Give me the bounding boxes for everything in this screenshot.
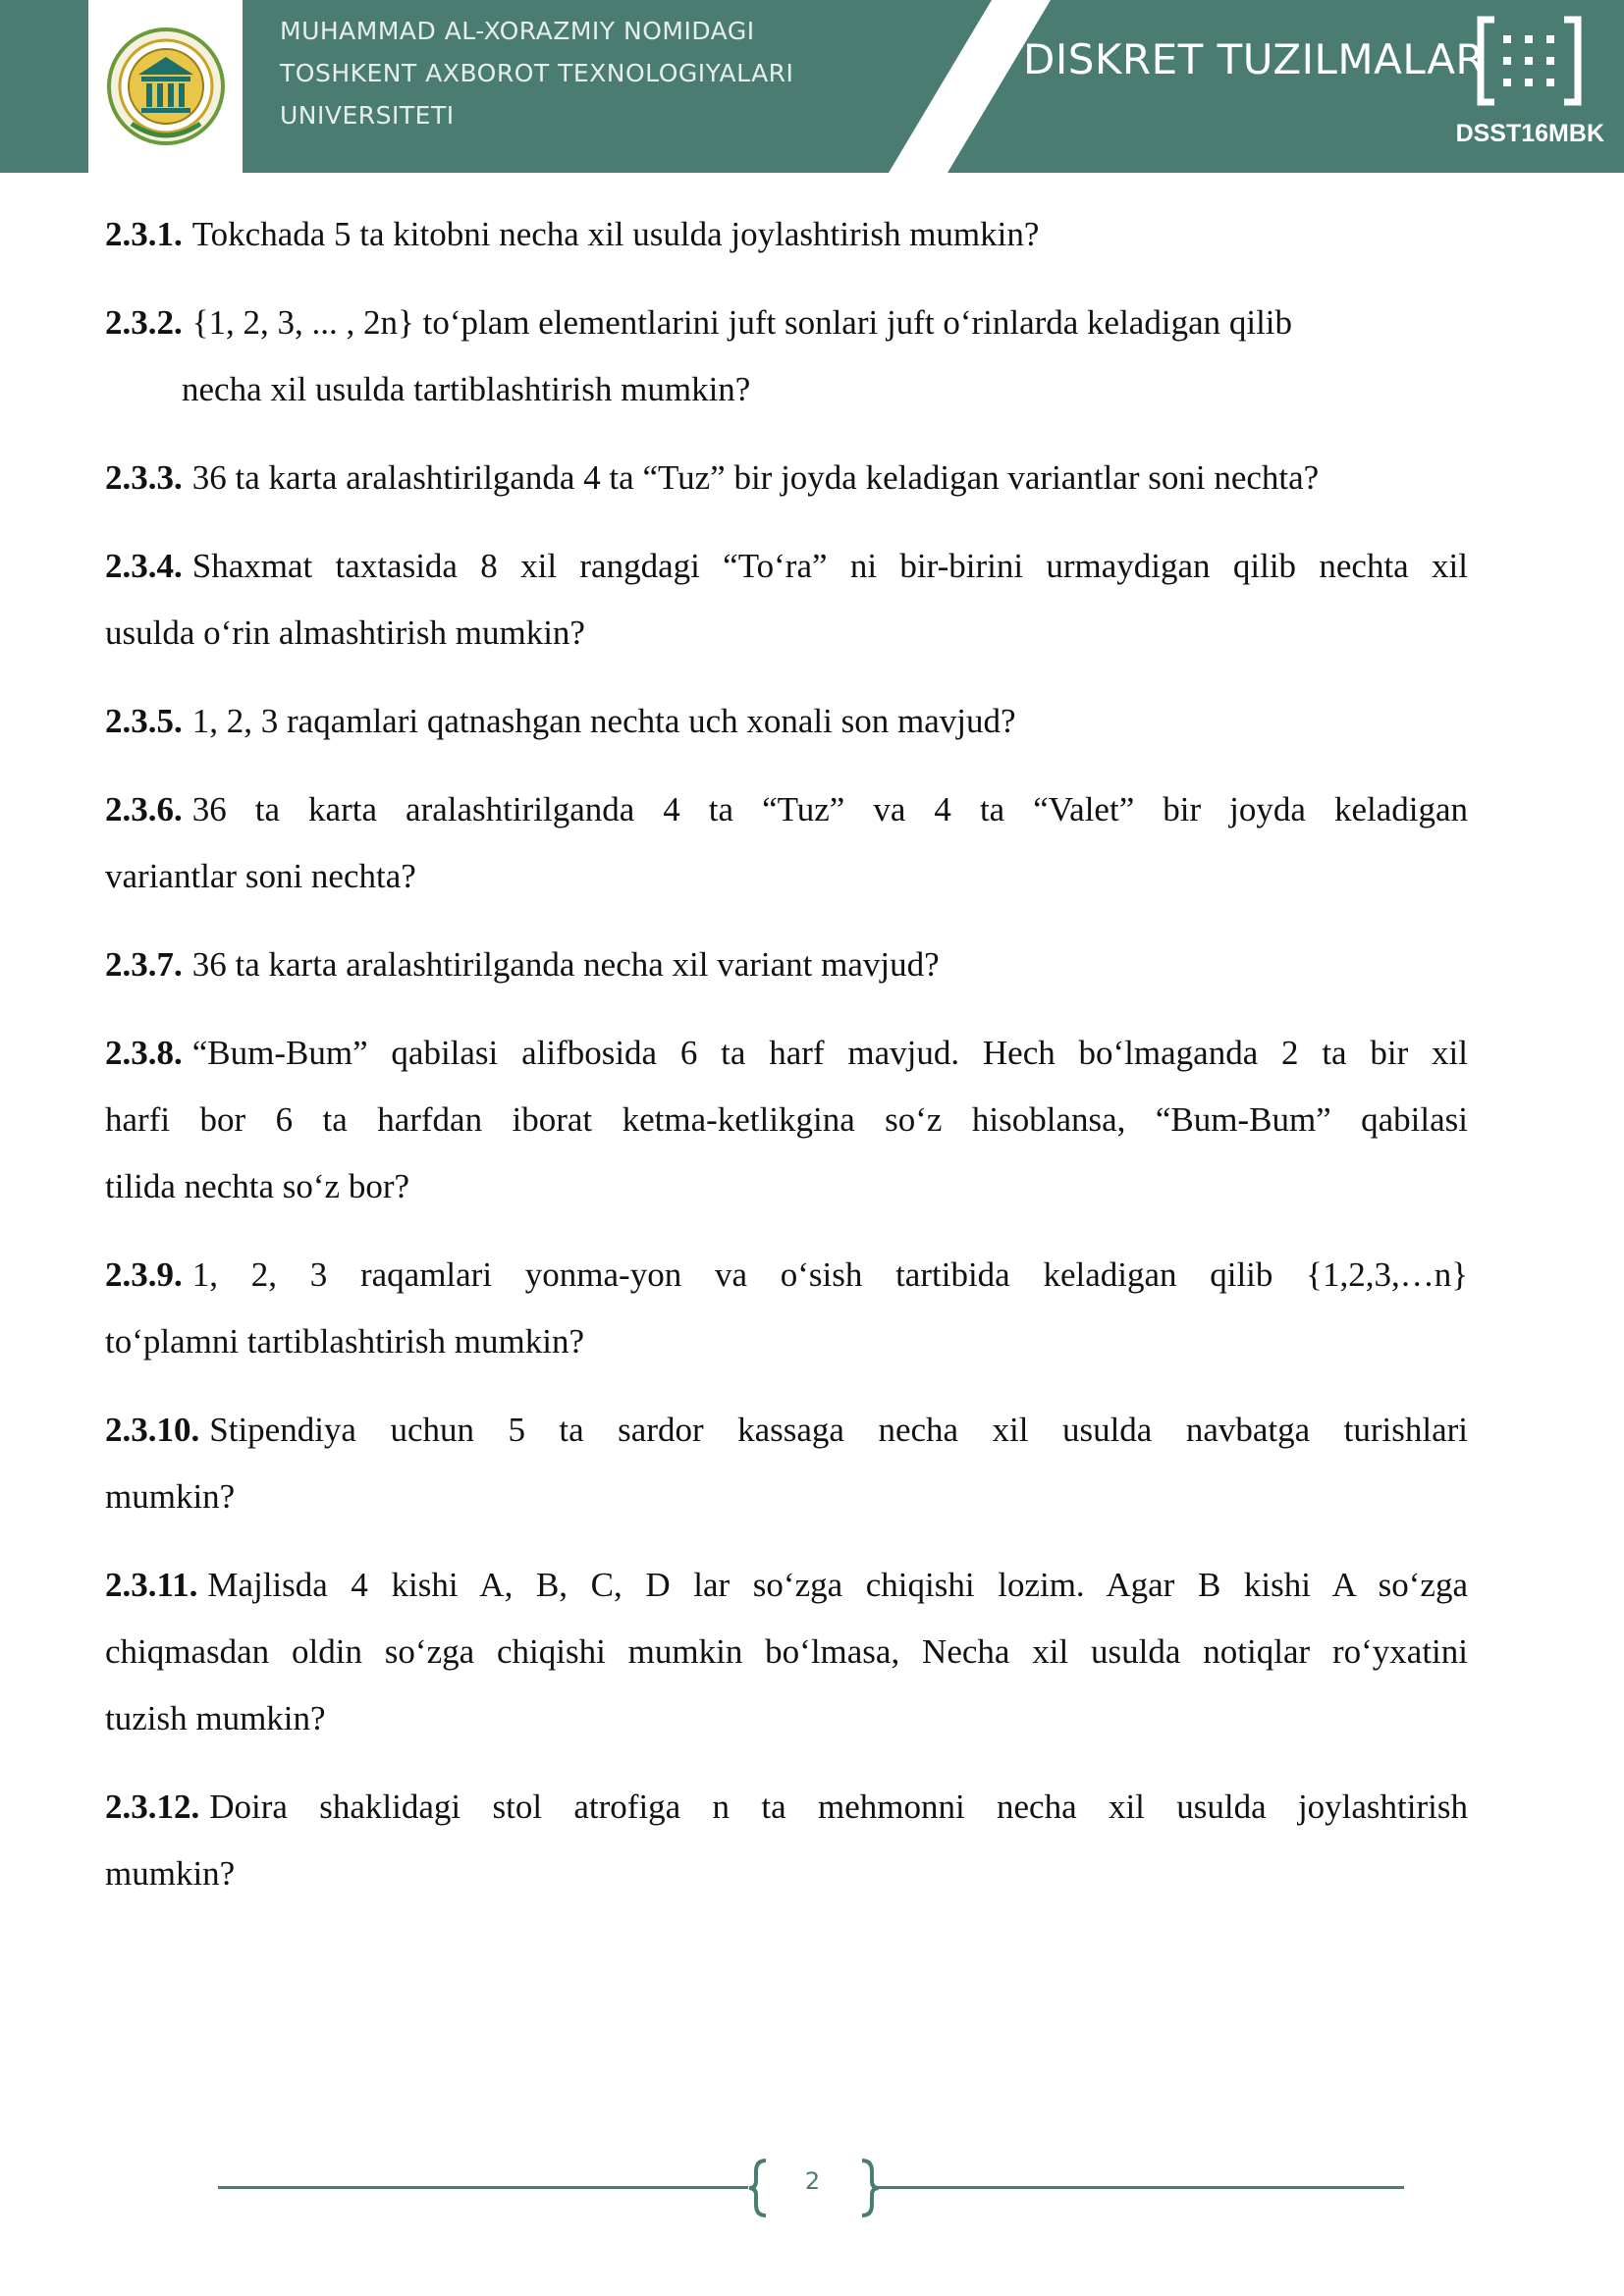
problem-list bbox=[105, 201, 1468, 1929]
problem-text: to‘plamni tartiblashtirish mumkin? bbox=[105, 1322, 584, 1361]
header-diagonal-divider bbox=[889, 0, 1051, 173]
problem-number: 2.3.5. bbox=[105, 702, 183, 740]
course-code: DSST16MBK bbox=[1455, 120, 1604, 147]
course-title: DISKRET TUZILMALAR bbox=[1023, 35, 1486, 83]
problem-text: 36 ta karta aralashtirilganda 4 ta “Tuz” va 4 ta “Valet” bir joyda keladigan bbox=[191, 790, 1468, 828]
problem-item bbox=[105, 1552, 1468, 1752]
problem-text: necha xil usulda tartiblashtirish mumkin? bbox=[182, 370, 751, 408]
footer-divider-right bbox=[874, 2186, 1404, 2189]
problem-number: 2.3.2. bbox=[105, 303, 183, 342]
problem-text: 1, 2, 3 raqamlari qatnashgan nechta uch xonali son mavjud? bbox=[191, 702, 1016, 740]
problem-number: 2.3.12. bbox=[105, 1788, 200, 1826]
university-name-line-2: TOSHKENT AXBOROT TEXNOLOGIYALARI bbox=[280, 59, 794, 87]
problem-text: 36 ta karta aralashtirilganda necha xil variant mavjud? bbox=[191, 945, 940, 984]
problem-number: 2.3.3. bbox=[105, 458, 183, 497]
university-name-line-1: MUHAMMAD AL-XORAZMIY NOMIDAGI bbox=[280, 17, 755, 45]
problem-number: 2.3.7. bbox=[105, 945, 183, 984]
problem-text: Tokchada 5 ta kitobni necha xil usulda joylashtirish mumkin? bbox=[191, 215, 1040, 253]
problem-item bbox=[105, 1020, 1468, 1220]
problem-item bbox=[105, 1242, 1468, 1375]
problem-text: Doira shaklidagi stol atrofiga n ta mehmonni necha xil usulda joylashtirish bbox=[209, 1788, 1468, 1826]
bracket-dots-icon bbox=[1473, 16, 1586, 106]
left-brace-icon bbox=[744, 2158, 772, 2218]
problem-number: 2.3.1. bbox=[105, 215, 183, 253]
problem-number: 2.3.4. bbox=[105, 547, 183, 585]
problem-text: variantlar soni nechta? bbox=[105, 857, 416, 895]
problem-item bbox=[105, 1397, 1468, 1530]
problem-text: 1, 2, 3 raqamlari yonma-yon va o‘sish tartibida keladigan qilib {1,2,3,…n} bbox=[191, 1255, 1468, 1294]
problem-item bbox=[105, 533, 1468, 667]
problem-text: Shaxmat taxtasida 8 xil rangdagi “To‘ra” ni bir-birini urmaydigan qilib nechta xil bbox=[191, 547, 1468, 585]
problem-text: Stipendiya uchun 5 ta sardor kassaga necha xil usulda navbatga turishlari bbox=[209, 1411, 1468, 1449]
problem-text: mumkin? bbox=[105, 1477, 236, 1516]
university-name bbox=[280, 10, 793, 136]
problem-text: harfi bor 6 ta harfdan iborat ketma-ketlikgina so‘z hisoblansa, “Bum-Bum” qabilasi bbox=[105, 1100, 1468, 1139]
problem-item bbox=[105, 1774, 1468, 1907]
problem-text: {1, 2, 3, ... , 2n} to‘plam elementlarini juft sonlari juft o‘rinlarda keladigan qilib bbox=[191, 303, 1293, 342]
problem-item bbox=[105, 445, 1468, 511]
problem-item bbox=[105, 688, 1468, 755]
problem-number: 2.3.11. bbox=[105, 1566, 198, 1604]
problem-text: tilida nechta so‘z bor? bbox=[105, 1167, 410, 1205]
problem-number: 2.3.10. bbox=[105, 1411, 200, 1449]
problem-text: mumkin? bbox=[105, 1854, 236, 1893]
university-emblem-icon bbox=[102, 26, 230, 149]
problem-item bbox=[105, 932, 1468, 998]
logo-container bbox=[88, 0, 243, 173]
footer-divider-left bbox=[218, 2186, 748, 2189]
problem-text: chiqmasdan oldin so‘zga chiqishi mumkin bo‘lmasa, Necha xil usulda notiqlar ro‘yxatini bbox=[105, 1632, 1468, 1671]
problem-number: 2.3.8. bbox=[105, 1034, 183, 1072]
problem-number: 2.3.6. bbox=[105, 790, 183, 828]
problem-text: “Bum-Bum” qabilasi alifbosida 6 ta harf mavjud. Hech bo‘lmaganda 2 ta bir xil bbox=[191, 1034, 1468, 1072]
problem-item bbox=[105, 290, 1468, 423]
problem-text: 36 ta karta aralashtirilganda 4 ta “Tuz” bir joyda keladigan variantlar soni nechta? bbox=[191, 458, 1320, 497]
problem-item bbox=[105, 201, 1468, 268]
problem-text: Majlisda 4 kishi A, B, C, D lar so‘zga chiqishi lozim. Agar B kishi A so‘zga bbox=[207, 1566, 1468, 1604]
university-name-line-3: UNIVERSITETI bbox=[280, 101, 455, 130]
problem-text: tuzish mumkin? bbox=[105, 1699, 326, 1737]
page-header bbox=[0, 0, 1624, 173]
page-number: 2 bbox=[804, 2167, 821, 2195]
problem-item bbox=[105, 776, 1468, 910]
problem-number: 2.3.9. bbox=[105, 1255, 183, 1294]
problem-text: usulda o‘rin almashtirish mumkin? bbox=[105, 614, 585, 652]
